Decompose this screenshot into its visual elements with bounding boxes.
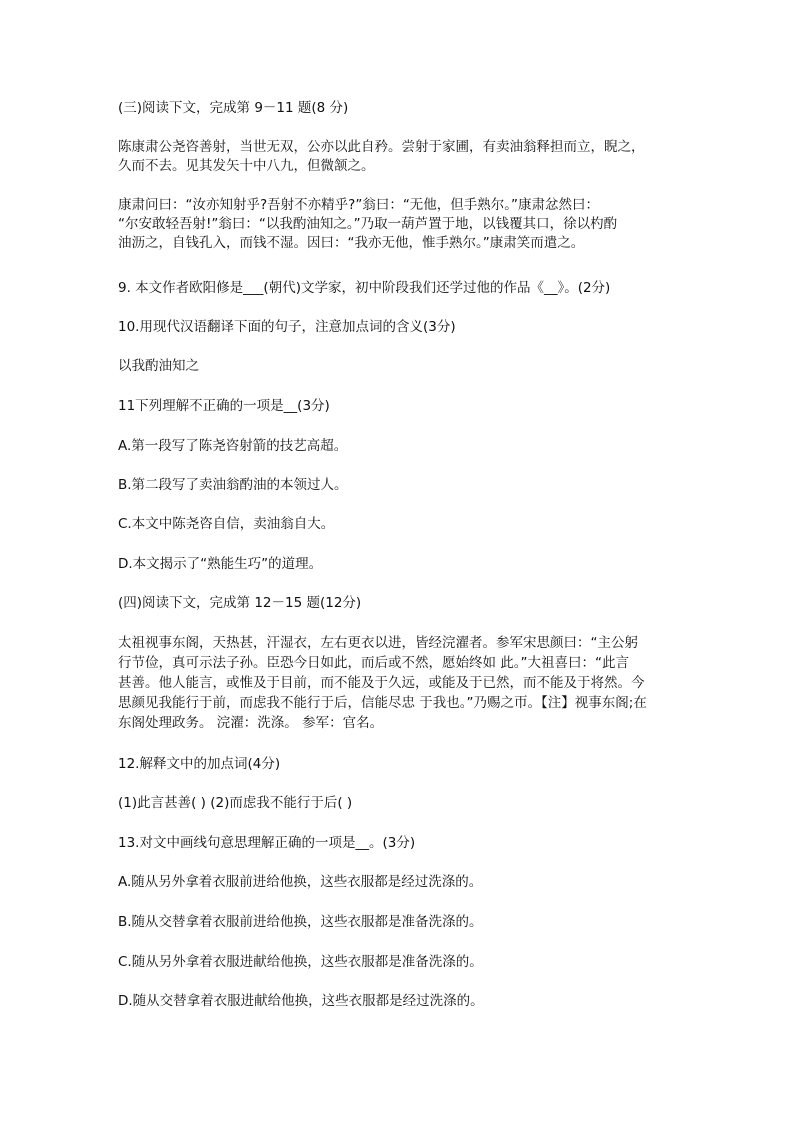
passage-line: 行节俭，真可示法子孙。臣恐今日如此，而后或不然，愿始终如 此。”大祖喜曰：“此言 bbox=[118, 655, 630, 671]
passage-line: 思颜见我能行于前，而虑我不能行于后，信能尽忠 于我也。”乃赐之帀。【注】视事东阁;在 bbox=[118, 695, 647, 711]
passage-line: “尔安敢轻吾射!”翁曰：“以我酌油知之。”乃取一葫芦置于地，以钱覆其口，徐以杓酌 bbox=[118, 216, 618, 232]
question-13: 13.对文中画线句意思理解正确的一项是__。(3分) bbox=[118, 835, 416, 851]
question-11: 11下列理解不正确的一项是__(3分) bbox=[118, 398, 330, 414]
passage-line: 太祖视事东阁，天热甚，汗湿衣，左右更衣以进，皆经浣濯者。参军宋思颜曰：“主公躬 bbox=[118, 635, 638, 651]
question-12-items: (1)此言甚善( ) (2)而虑我不能行于后( ) bbox=[118, 795, 353, 811]
option-c: C.随从另外拿着衣服进献给他换，这些衣服都是准备洗涤的。 bbox=[118, 954, 483, 970]
passage-line: 东阁处理政务。 浣濯：洗涤。 参军：官名。 bbox=[118, 715, 384, 731]
question-10: 10.用现代汉语翻译下面的句子，注意加点词的含义(3分) bbox=[118, 319, 456, 335]
passage-line: 康肃问曰：“汝亦知射乎?吾射不亦精乎?”翁曰：“无他，但手熟尔。”康肃忿然曰： bbox=[118, 197, 600, 213]
question-10-sentence: 以我酌油知之 bbox=[118, 358, 199, 374]
option-d: D.随从交替拿着衣服进献给他换，这些衣服都是经过洗涤的。 bbox=[118, 993, 484, 1009]
option-d: D.本文揭示了“熟能生巧”的道理。 bbox=[118, 556, 323, 572]
passage-line: 油沥之，自钱孔入，而钱不湿。因曰：“我亦无他，惟手熟尔。”康肃笑而遣之。 bbox=[118, 235, 585, 251]
section-title: (三)阅读下文，完成第 9－11 题(8 分) bbox=[118, 100, 349, 116]
passage-line: 陈康肃公尧咨善射，当世无双，公亦以此自矜。尝射于家圃，有卖油翁释担而立，睨之， bbox=[118, 139, 645, 155]
question-12: 12.解释文中的加点词(4分) bbox=[118, 756, 281, 772]
passage-line: 甚善。他人能言，或惟及于目前，而不能及于久远，或能及于已然，而不能及于将然。今 bbox=[118, 675, 645, 691]
option-c: C.本文中陈尧咨自信，卖油翁自大。 bbox=[118, 516, 335, 532]
option-a: A.随从另外拿着衣服前进给他换，这些衣服都是经过洗涤的。 bbox=[118, 874, 483, 890]
option-b: B.第二段写了卖油翁酌油的本领过人。 bbox=[118, 477, 348, 493]
option-a: A.第一段写了陈尧咨射箭的技艺高超。 bbox=[118, 438, 348, 454]
option-b: B.随从交替拿着衣服前进给他换，这些衣服都是准备洗涤的。 bbox=[118, 914, 483, 930]
section-title: (四)阅读下文，完成第 12－15 题(12分) bbox=[118, 595, 362, 611]
passage-line: 久而不去。见其发矢十中八九，但微颔之。 bbox=[118, 158, 375, 174]
question-9: 9. 本文作者欧阳修是___(朝代)文学家，初中阶段我们还学过他的作品《__》。(2分) bbox=[118, 280, 611, 296]
